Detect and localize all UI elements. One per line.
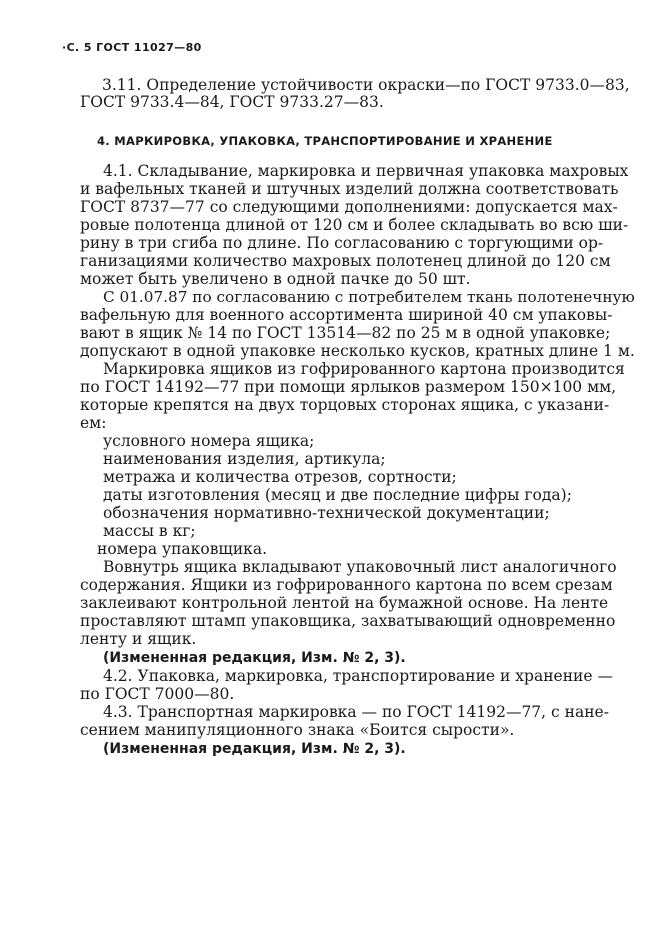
clause-4-1-closing-line-4: проставляют штамп упаковщика, захватывающий одновременно (80, 612, 616, 630)
clause-4-1-line-12: Маркировка ящиков из гофрированного картона производится (103, 360, 625, 378)
clause-4-1-line-14: которые крепятся на двух торцовых сторонах ящика, с указани- (80, 396, 610, 414)
marking-list-item: метража и количества отрезов, сортности; (103, 468, 457, 486)
clause-3-11-line-1: 3.11. Определение устойчивости окраски—по ГОСТ 9733.0—83, (102, 76, 630, 94)
clause-4-1-line-1: 4.1. Складывание, маркировка и первичная упаковка махровых (103, 162, 629, 180)
clause-4-1-closing-line-1: Вовнутрь ящика вкладывают упаковочный лист аналогичного (103, 558, 617, 576)
marking-list-item: обозначения нормативно-технической документации; (103, 504, 550, 522)
clause-4-1-line-13: по ГОСТ 14192—77 при помощи ярлыков размером 150×100 мм, (80, 378, 617, 396)
revision-note-4-3: (Измененная редакция, Изм. № 2, 3). (103, 741, 406, 757)
clause-4-1-line-5: рину в три сгиба по длине. По согласованию с торгующими ор- (80, 234, 604, 252)
clause-4-1-line-2: и вафельных тканей и штучных изделий должна соответствовать (80, 180, 619, 198)
running-header: ·С. 5 ГОСТ 11027—80 (62, 41, 202, 54)
marking-list-item: массы в кг; (103, 522, 196, 540)
clause-4-1-line-4: ровые полотенца длиной от 120 см и более складывать во всю ши- (80, 216, 629, 234)
marking-list-item: наименования изделия, артикула; (103, 450, 386, 468)
clause-4-2-line-2: по ГОСТ 7000—80. (80, 685, 235, 703)
clause-4-2-line-1: 4.2. Упаковка, маркировка, транспортирование и хранение — (103, 667, 613, 685)
marking-list-item: даты изготовления (месяц и две последние цифры года); (103, 486, 572, 504)
clause-4-1-line-3: ГОСТ 8737—77 со следующими дополнениями: допускается мах- (80, 198, 618, 216)
marking-list-item: номера упаковщика. (97, 540, 268, 558)
clause-4-1-line-8: С 01.07.87 по согласованию с потребителем ткань полотенечную (103, 288, 635, 306)
marking-list-item: условного номера ящика; (103, 432, 315, 450)
clause-4-1-line-6: ганизациями количество махровых полотенец длиной до 120 см (80, 252, 611, 270)
clause-4-1-line-9: вафельную для военного ассортимента шириной 40 см упаковы- (80, 306, 613, 324)
section-4-heading: 4. МАРКИРОВКА, УПАКОВКА, ТРАНСПОРТИРОВАНИЕ И ХРАНЕНИЕ (97, 134, 553, 148)
clause-3-11-line-2: ГОСТ 9733.4—84, ГОСТ 9733.27—83. (80, 93, 384, 111)
clause-4-1-line-10: вают в ящик № 14 по ГОСТ 13514—82 по 25 м в одной упаковке; (80, 324, 611, 342)
clause-4-1-closing-line-3: заклеивают контрольной лентой на бумажной основе. На ленте (80, 594, 609, 612)
clause-4-1-line-15: ем: (80, 414, 107, 432)
clause-4-3-line-1: 4.3. Транспортная маркировка — по ГОСТ 14192—77, с нане- (103, 703, 609, 721)
clause-4-1-line-11: допускают в одной упаковке несколько кусков, кратных длине 1 м. (80, 342, 635, 360)
clause-4-1-closing-line-2: содержания. Ящики из гофрированного картона по всем срезам (80, 576, 613, 594)
revision-note-4-1: (Измененная редакция, Изм. № 2, 3). (103, 650, 406, 666)
clause-4-1-line-7: может быть увеличено в одной пачке до 50 шт. (80, 270, 471, 288)
clause-4-1-closing-line-5: ленту и ящик. (80, 630, 197, 648)
clause-4-3-line-2: сением манипуляционного знака «Боится сырости». (80, 721, 515, 739)
